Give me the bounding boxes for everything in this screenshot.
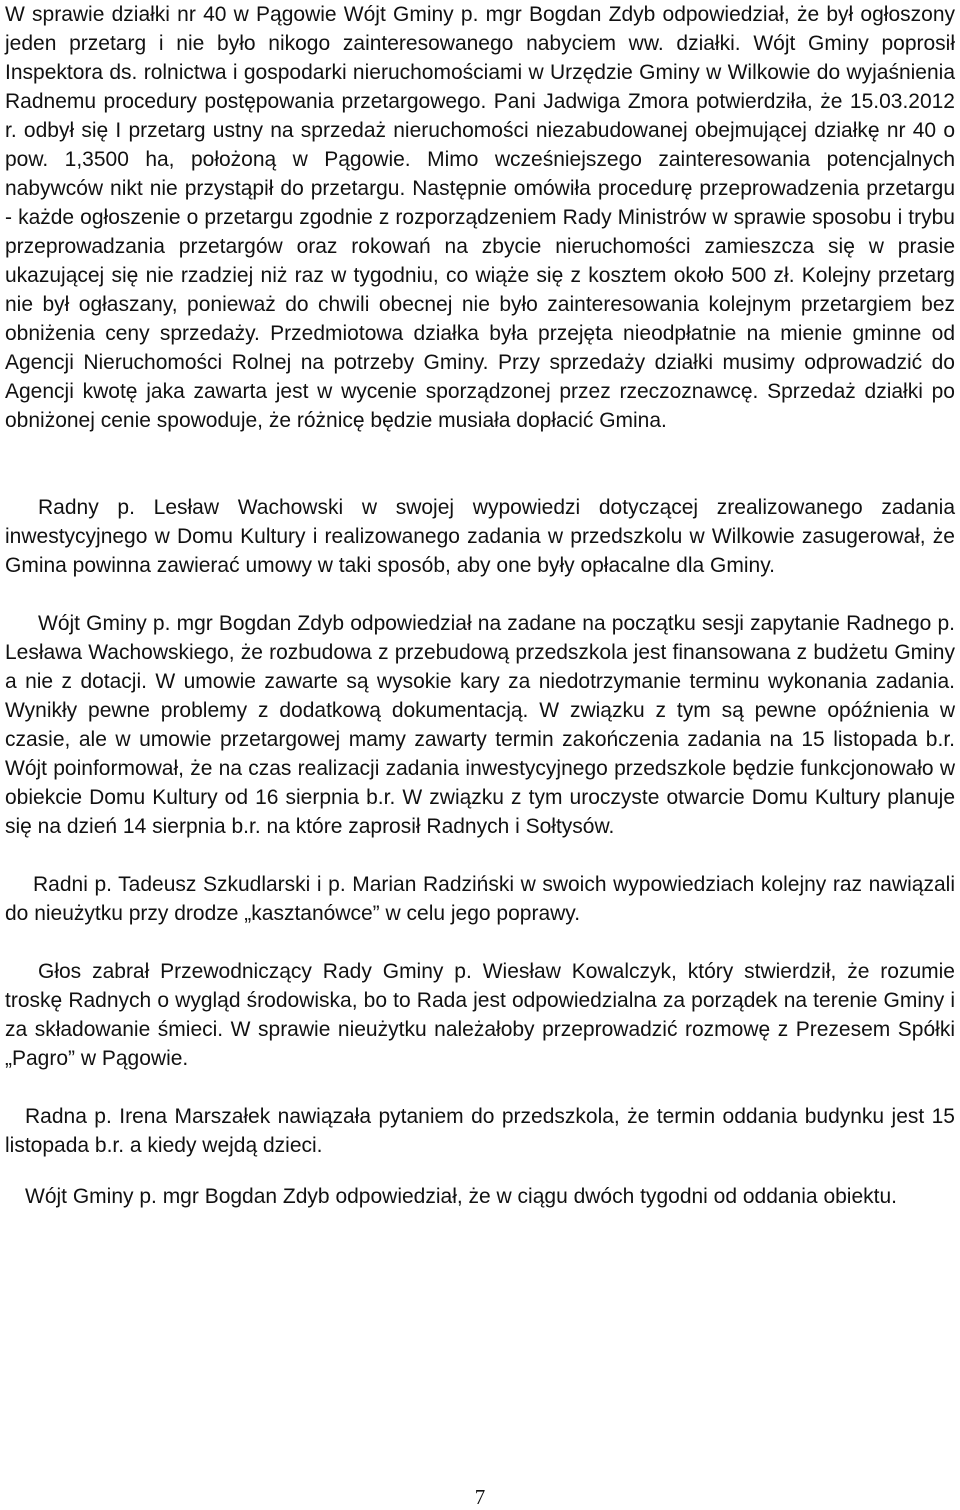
- page-number: 7: [474, 1485, 486, 1509]
- paragraph-wojt-final: Wójt Gminy p. mgr Bogdan Zdyb odpowiedział, że w ciągu dwóch tygodni od oddania obiektu.: [25, 1185, 897, 1208]
- paragraph-przewodniczacy: Głos zabrał Przewodniczący Rady Gminy p. Wiesław Kowalczyk, który stwierdził, że rozumie troskę Radnych o wygląd środowiska, bo to Rada jest odpowiedzialna za porządek na terenie Gminy i za składowanie śmieci. W sprawie nieużytku należałoby przeprowadzić rozmowę z Prezesem Spółki „Pagro” w Pągowie.: [5, 960, 955, 1070]
- paragraph-plot-40: W sprawie działki nr 40 w Pągowie Wójt Gminy p. mgr Bogdan Zdyb odpowiedział, że był ogłoszony jeden przetarg i nie było nikogo zainteresowanego nabyciem ww. działki. Wójt Gminy poprosił Inspektora ds. rolnictwa i gospodarki nieruchomościami w Urzędzie Gminy w Wilkowie do wyjaśnienia Radnemu procedury postępowania przetargowego. Pani Jadwiga Zmora potwierdziła, że 15.03.2012 r. odbył się I przetarg ustny na sprzedaż nieruchomości niezabudowanej obejmującej działkę nr 40 o pow. 1,3500 ha, położoną w Pągowie. Mimo wcześniejszego zainteresowania potencjalnych nabywców nikt nie przystąpił do przetargu. Następnie omówiła procedurę przeprowadzenia przetargu - każde ogłoszenie o przetargu zgodnie z rozporządzeniem Rady Ministrów w sprawie sposobu i trybu przeprowadzania przetargów oraz rokowań na zbycie nieruchomości zamieszcza się w prasie ukazującej się nie rzadziej niż raz w tygodniu, co wiąże się z kosztem około 500 zł. Kolejny przetarg nie był ogłaszany, ponieważ do chwili obecnej nie było zainteresowania kolejnym przetargiem bez obniżenia ceny sprzedaży. Przedmiotowa działka była przejęta nieodpłatnie na mienie gminne od Agencji Nieruchomości Rolnej na potrzeby Gminy. Przy sprzedaży działki musimy odprowadzić do Agencji kwotę jaka zawarta jest w wycenie sporządzonej przez rzeczoznawcę. Sprzedaż działki po obniżonej cenie spowoduje, że różnicę będzie musiała dopłacić Gmina.: [5, 3, 955, 432]
- paragraph-wojt-response: Wójt Gminy p. mgr Bogdan Zdyb odpowiedział na zadane na początku sesji zapytanie Radnego p. Lesława Wachowskiego, że rozbudowa z przebudową przedszkola jest finansowana z budżetu Gminy a nie z dotacji. W umowie zawarte są wysokie kary za niedotrzymanie terminu wykonania zadania. Wynikły pewne problemy z dodatkową dokumentacją. W związku z tym są pewne opóźnienia w czasie, ale w umowie przetargowej mamy zawarty termin zakończenia zadania na 15 listopada b.r. Wójt poinformował, że na czas realizacji zadania inwestycyjnego przedszkole będzie funkcjonowało w obiekcie Domu Kultury od 16 sierpnia b.r. W związku z tym uroczyste otwarcie Domu Kultury planuje się na dzień 14 sierpnia b.r. na które zaprosił Radnych i Sołtysów.: [5, 612, 955, 838]
- document-page: [5, 0, 955, 1211]
- paragraph-radny-wachowski: Radny p. Lesław Wachowski w swojej wypowiedzi dotyczącej zrealizowanego zadania inwestycyjnego w Domu Kultury i realizowanego zadania w przedszkolu w Wilkowie zasugerował, że Gmina powinna zawierać umowy w taki sposób, aby one były opłacalne dla Gminy.: [5, 496, 955, 577]
- paragraph-radna-marszalek: Radna p. Irena Marszałek nawiązała pytaniem do przedszkola, że termin oddania budynku jest 15 listopada b.r. a kiedy wejdą dzieci.: [5, 1105, 955, 1157]
- paragraph-radni-szkudlarski-radzinski: Radni p. Tadeusz Szkudlarski i p. Marian Radziński w swoich wypowiedziach kolejny raz nawiązali do nieużytku przy drodze „kasztanówce” w celu jego poprawy.: [5, 873, 955, 925]
